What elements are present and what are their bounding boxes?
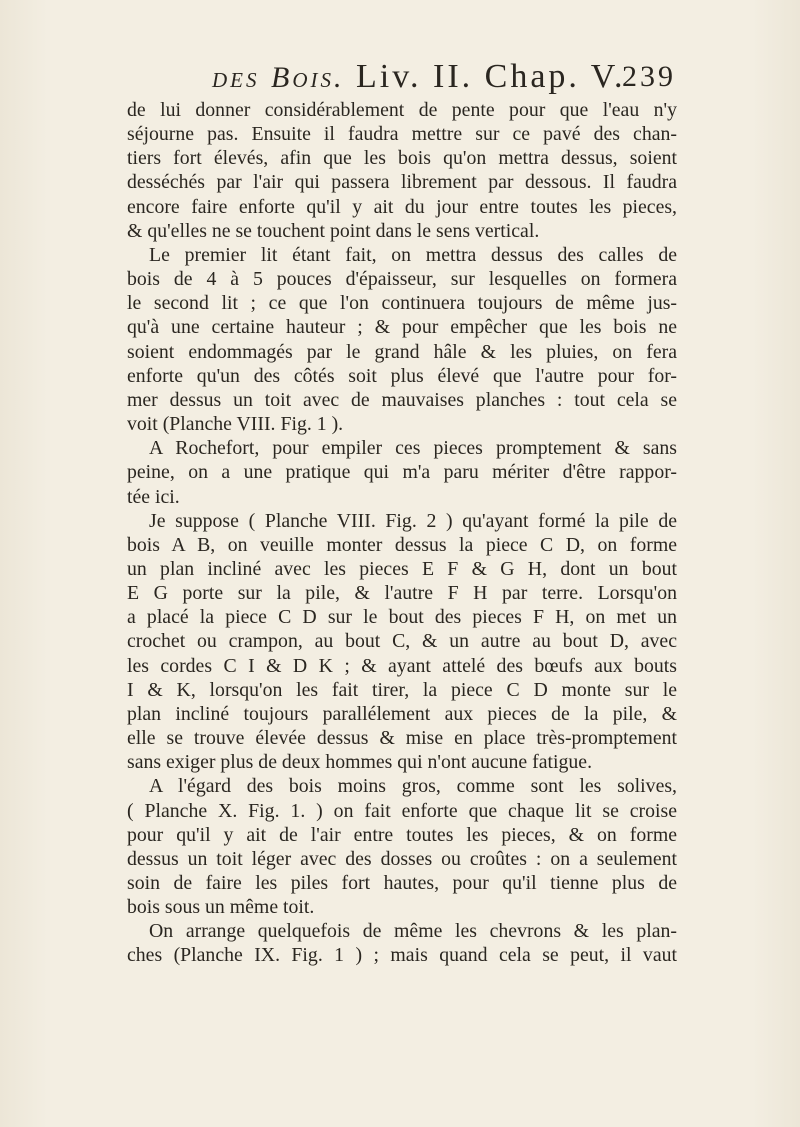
text-line: enforte qu'un des côtés soit plus élevé que l'autre pour for- <box>127 364 677 387</box>
text-line: A l'égard des bois moins gros, comme sont les solives, <box>149 775 677 798</box>
text-line: tiers fort élevés, afin que les bois qu'on mettra dessus, soient <box>127 147 677 170</box>
text-line: soient endommagés par le grand hâle & les pluies, on fera <box>127 340 677 363</box>
text-line: ches (Planche IX. Fig. 1 ) ; mais quand cela se peut, il vaut <box>127 944 677 967</box>
text-line: & qu'elles ne se touchent point dans le sens vertical. <box>127 219 540 242</box>
text-line: bois de 4 à 5 pouces d'épaisseur, sur lesquelles on formera <box>127 268 677 291</box>
text-line: E G porte sur la pile, & l'autre F H par terre. Lorsqu'on <box>127 582 677 605</box>
text-line: crochet ou crampon, au bout C, & un autre au bout D, avec <box>127 630 677 653</box>
text-line: elle se trouve élevée dessus & mise en place très-promptement <box>127 727 677 750</box>
text-line: de lui donner considérablement de pente pour que l'eau n'y <box>127 99 677 121</box>
text-line: I & K, lorsqu'on les fait tirer, la piece C D monte sur le <box>127 678 677 701</box>
text-line: bois A B, on veuille monter dessus la piece C D, on forme <box>127 533 677 556</box>
text-line: desséchés par l'air qui passera librement par dessous. Il faudra <box>127 171 677 194</box>
text-line: un plan incliné avec les pieces E F & G H, dont un bout <box>127 557 677 580</box>
running-header <box>212 58 676 102</box>
header-chap: Chap. V. <box>484 58 626 95</box>
text-line: bois sous un même toit. <box>127 896 315 919</box>
text-line: voit (Planche VIII. Fig. 1 ). <box>127 413 344 436</box>
text-line: plan incliné toujours parallélement aux pieces de la pile, & <box>127 702 677 725</box>
text-line: tée ici. <box>127 485 180 508</box>
text-line: soin de faire les piles fort hautes, pour qu'il tienne plus de <box>127 872 677 894</box>
header-des: des <box>212 61 260 94</box>
header-liv: Liv. II. <box>355 58 474 95</box>
text-line: A Rochefort, pour empiler ces pieces promptement & sans <box>149 437 677 460</box>
text-line: pour qu'il y ait de l'air entre toutes les pieces, & on forme <box>127 823 677 846</box>
header-bois: Bois. <box>271 61 345 94</box>
text-line: qu'à une certaine hauteur ; & pour empêcher que les bois ne <box>127 316 677 339</box>
text-line: On arrange quelquefois de même les chevrons & les plan- <box>149 920 677 943</box>
text-line: encore faire enforte qu'il y ait du jour entre toutes les pieces, <box>127 195 677 218</box>
text-line: les cordes C I & D K ; & ayant attelé des bœufs aux bouts <box>127 654 677 677</box>
text-line: mer dessus un toit avec de mauvaises planches : tout cela se <box>127 388 677 411</box>
text-line: peine, on a une pratique qui m'a paru mériter d'être rappor- <box>127 461 677 484</box>
text-line: dessus un toit léger avec des dosses ou croûtes : on a seulement <box>127 847 677 870</box>
page-number: 239 <box>622 60 676 93</box>
body-text <box>127 98 677 968</box>
text-line: Le premier lit étant fait, on mettra dessus des calles de <box>149 243 677 266</box>
text-line: ( Planche X. Fig. 1. ) on fait enforte que chaque lit se croise <box>127 799 677 822</box>
text-line: Je suppose ( Planche VIII. Fig. 2 ) qu'ayant formé la pile de <box>149 509 677 532</box>
text-line: le second lit ; ce que l'on continuera toujours de même jus- <box>127 292 677 315</box>
text-line: a placé la piece C D sur le bout des pieces F H, on met un <box>127 606 677 629</box>
text-line: sans exiger plus de deux hommes qui n'ont aucune fatigue. <box>127 751 593 774</box>
text-line: séjourne pas. Ensuite il faudra mettre sur ce pavé des chan- <box>127 123 677 146</box>
